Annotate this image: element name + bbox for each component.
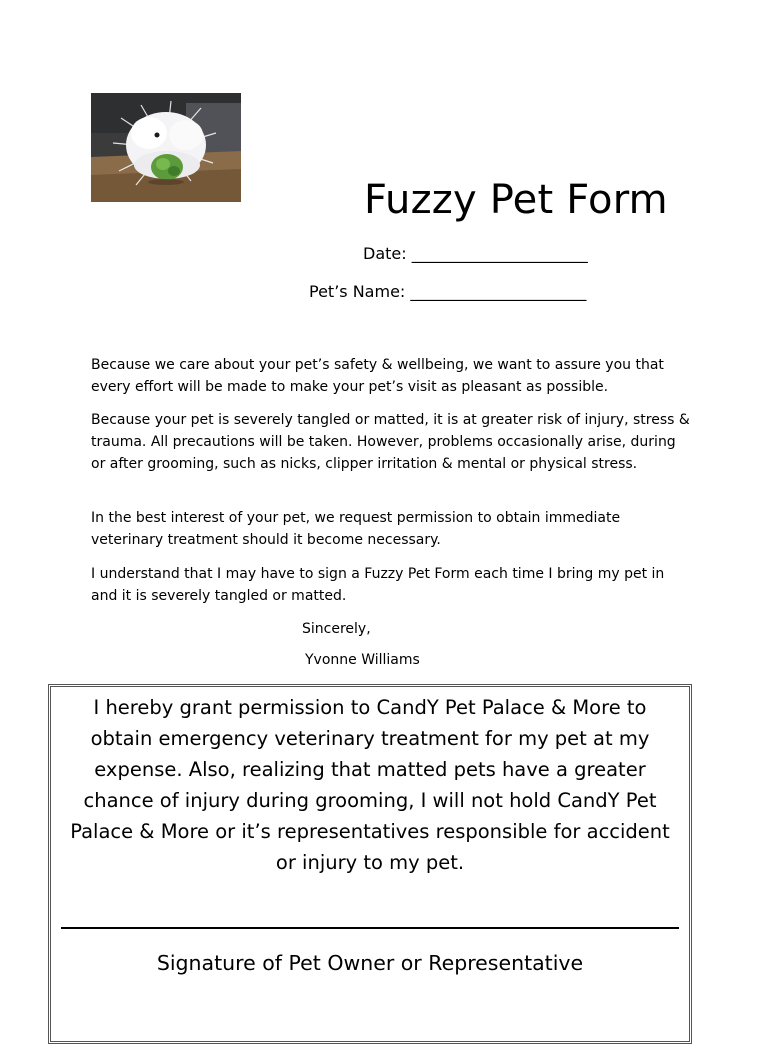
hamster-photo-image	[91, 93, 241, 202]
consent-statement: I hereby grant permission to CandY Pet Palace & More to obtain emergency veterinary treatment for my pet at my expense. Also, realizing that matted pets have a greater chance of injury during grooming, I will not hold CandY Pet Palace & More or it’s representatives responsible for accident or injury to my pet.	[70, 696, 670, 874]
author-name: Yvonne Williams	[305, 652, 420, 668]
closing-text: Sincerely,	[302, 621, 371, 637]
form-title: Fuzzy Pet Form	[364, 177, 668, 223]
signature-line[interactable]	[61, 927, 679, 929]
hamster-photo	[91, 93, 241, 202]
date-field[interactable]: Date: ______________________	[363, 244, 588, 263]
consent-box	[48, 684, 692, 1044]
signature-label: Signature of Pet Owner or Representative	[156, 951, 584, 975]
paragraph-veterinary: In the best interest of your pet, we request permission to obtain immediate veterinary treatment should it become necessary.	[91, 510, 621, 548]
pet-name-field[interactable]: Pet’s Name: ______________________	[309, 282, 587, 301]
paragraph-understanding: I understand that I may have to sign a Fuzzy Pet Form each time I bring my pet in and it is severely tangled or matted.	[91, 566, 665, 604]
paragraph-risk: Because your pet is severely tangled or matted, it is at greater risk of injury, stress & trauma. All precautions will be taken. However, problems occasionally arise, during or after grooming, such as nicks, clipper irritation & mental or physical stress.	[91, 412, 690, 472]
paragraph-care: Because we care about your pet’s safety & wellbeing, we want to assure you that every effort will be made to make your pet’s visit as pleasant as possible.	[91, 357, 664, 395]
